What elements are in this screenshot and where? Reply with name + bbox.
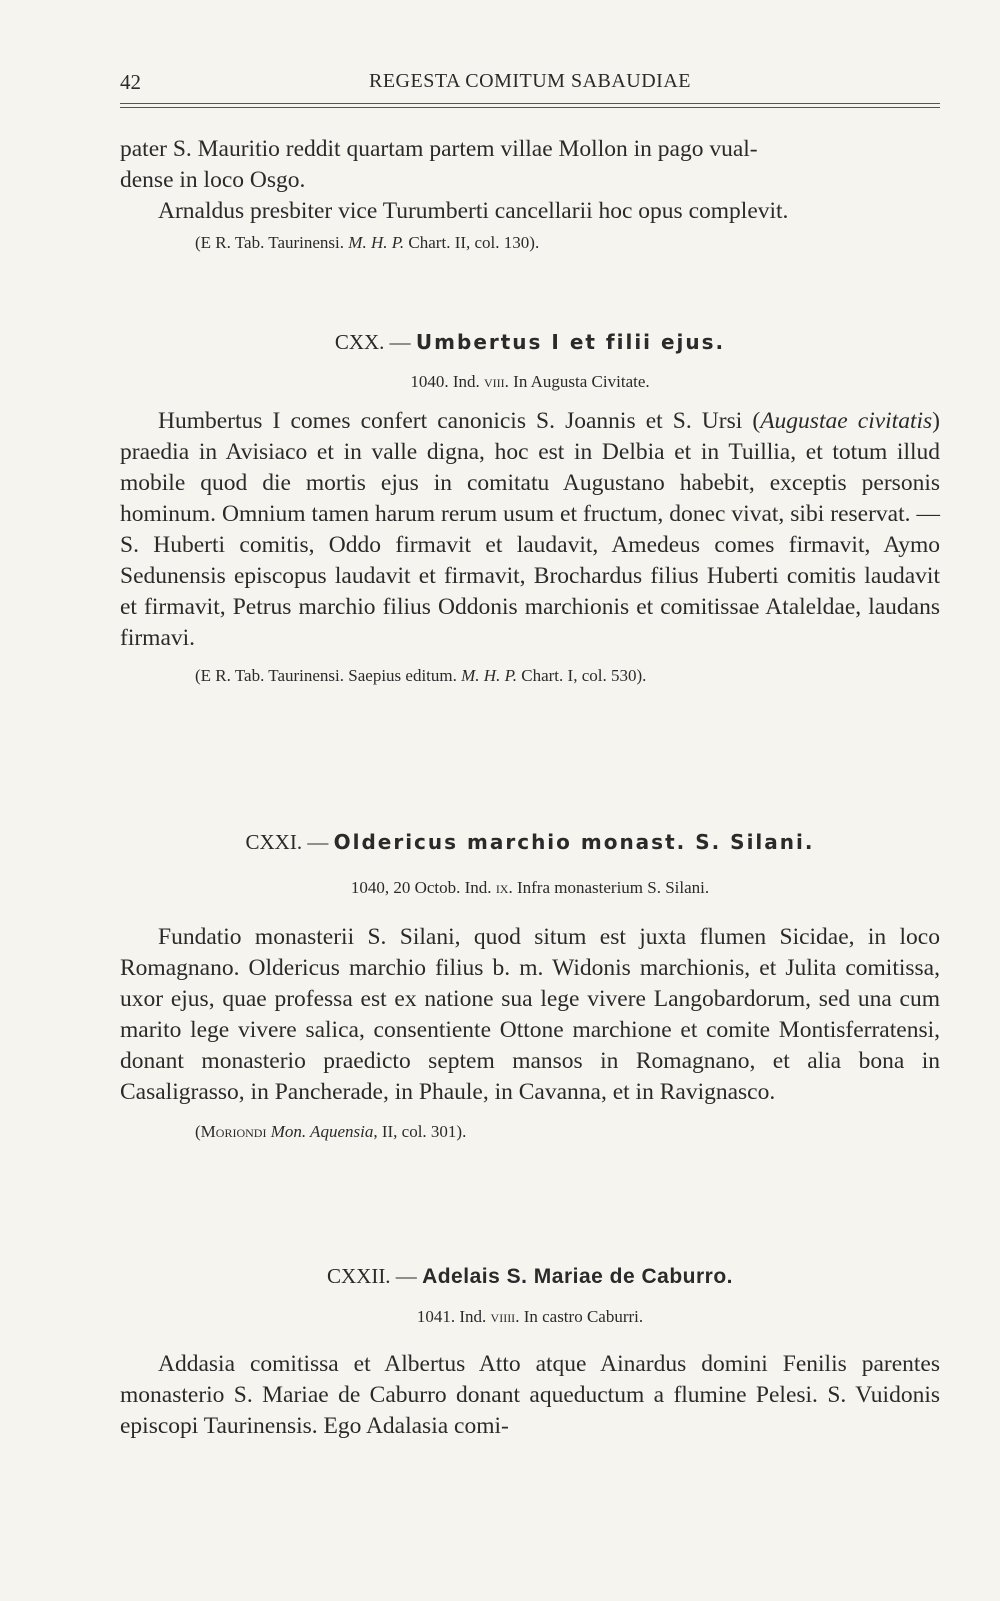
entry-continuation [120, 134, 940, 255]
entry-heading [120, 328, 940, 356]
header-rule-top [120, 103, 940, 104]
entry-text: Humbertus I comes confert canonicis S. Joannis et S. Ursi (Augustae civitatis) praedia in Avisiaco et in valle digna, hoc est in Delbia et in Tuillia, et totum illud mobile quod die mortis ejus in comitatu Augustano habebit, exceptis personis hominum. Omnium tamen harum rerum usum et fructum, donec vivat, sibi reservat. — S. Huberti comitis, Oddo firmavit et laudavit, Amedeus comes firmavit, Aymo Sedunensis episcopus laudavit et firmavit, Brochardus filius Huberti comitis laudavit et firmavit, Petrus marchio filius Oddonis marchionis et comitissae Ataleldae, laudans firmavi. [120, 408, 940, 651]
text-line: dense in loco Osgo. [120, 167, 306, 193]
entry-title: Oldericus marchio monast. S. Silani. [333, 830, 815, 854]
entry-numeral: CXX. — [334, 330, 411, 354]
entry-numeral: CXXI. — [245, 830, 329, 854]
entry-cxxi [120, 828, 940, 1144]
entry-dateline: 1040. Ind. viii. In Augusta Civitate. [410, 372, 650, 391]
text-line: Arnaldus presbiter vice Turumberti cancellarii hoc opus complevit. [158, 198, 789, 224]
header-rule-bottom [120, 107, 940, 108]
entry-heading [120, 828, 940, 856]
entry-heading [120, 1262, 940, 1291]
source-citation: (Moriondi Mon. Aquensia, II, col. 301). [195, 1122, 467, 1141]
source-citation: (E R. Tab. Taurinensi. Saepius editum. M. H. P. Chart. I, col. 530). [195, 666, 647, 685]
source-citation: (E R. Tab. Taurinensi. M. H. P. Chart. II, col. 130). [195, 233, 540, 252]
running-title: REGESTA COMITUM SABAUDIAE [368, 70, 692, 92]
entry-dateline: 1040, 20 Octob. Ind. ix. Infra monasterium S. Silani. [350, 878, 710, 897]
paragraph [120, 196, 940, 227]
entry-title: Umbertus I et filii ejus. [415, 330, 726, 354]
entry-title: Adelais S. Mariae de Caburro. [422, 1265, 733, 1288]
text-line: pater S. Mauritio reddit quartam partem villae Mollon in pago vual- [120, 136, 758, 162]
entry-dateline: 1041. Ind. viiii. In castro Caburri. [416, 1307, 644, 1326]
entry-numeral: CXXII. — [326, 1264, 417, 1288]
page-number: 42 [120, 70, 141, 94]
page-header [120, 70, 940, 98]
entry-text: Addasia comitissa et Albertus Atto atque Ainardus domini Fenilis parentes monasterio S. Mariae de Caburro donant aqueductum a flumine Pelesi. S. Vuidonis episcopi Taurinensis. Ego Adalasia comi- [120, 1351, 940, 1439]
entry-cxxii [120, 1262, 940, 1442]
paragraph [120, 134, 940, 196]
entry-cxx [120, 328, 940, 688]
entry-text: Fundatio monasterii S. Silani, quod situm est juxta flumen Sicidae, in loco Romagnano. Oldericus marchio filius b. m. Widonis marchionis, et Julita comitissa, uxor ejus, quae professa est ex natione sua lege vivere Langobardorum, sed una cum marito lege vivere salica, consentiente Ottone marchione et comite Montisferratensi, donant monasterio praedicto septem mansos in Romagnano, et alia bona in Casaligrasso, in Pancherade, in Phaule, in Cavanna, et in Ravignasco. [120, 924, 940, 1105]
